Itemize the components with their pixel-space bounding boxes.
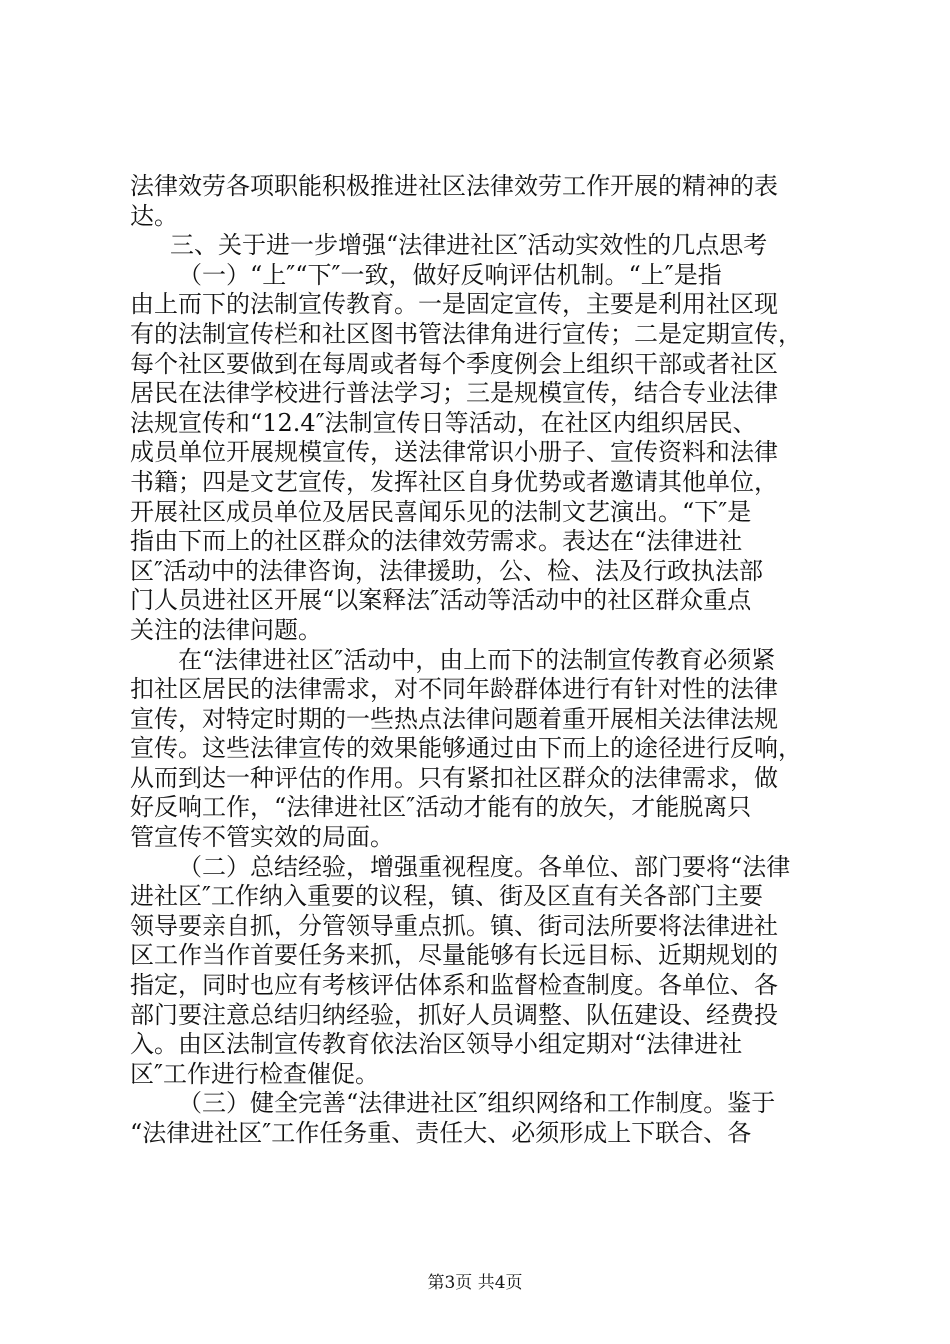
text-line: 部门要注意总结归纳经验，抓好人员调整、队伍建设、经费投	[130, 1000, 778, 1029]
subsection-heading: （一）“上″“下″一致，做好反响评估机制。“上″是指	[178, 260, 722, 289]
text-line: 扣社区居民的法律需求，对不同年龄群体进行有针对性的法律	[130, 675, 778, 704]
text-line: 区″工作进行检查催促。	[130, 1059, 379, 1088]
text-line: 有的法制宣传栏和社区图书管法律角进行宣传；二是定期宣传，	[130, 319, 802, 348]
text-line: 指由下而上的社区群众的法律效劳需求。表达在“法律进社	[130, 527, 743, 556]
text-line: 每个社区要做到在每周或者每个季度例会上组织干部或者社区	[130, 349, 778, 378]
text-line: 入。由区法制宣传教育依法治区领导小组定期对“法律进社	[130, 1030, 743, 1059]
text-line: 居民在法律学校进行普法学习；三是规模宣传，结合专业法律	[130, 379, 778, 408]
text-line: 门人员进社区开展“以案释法″活动等活动中的社区群众重点	[130, 586, 752, 615]
text-line: 管宣传不管实效的局面。	[130, 823, 394, 852]
text-line: 指定，同时也应有考核评估体系和监督检查制度。各单位、各	[130, 971, 778, 1000]
paragraph-start: 在“法律进社区″活动中，由上而下的法制宣传教育必须紧	[178, 645, 776, 674]
text-line: 领导要亲自抓，分管领导重点抓。镇、街司法所要将法律进社	[130, 911, 778, 940]
text-line: 区″活动中的法律咨询，法律援助，公、检、法及行政执法部	[130, 556, 763, 585]
page-number-footer: 第3页 共4页	[427, 1273, 523, 1293]
text-line: 从而到达一种评估的作用。只有紧扣社区群众的法律需求，做	[130, 763, 778, 792]
text-line: 宣传。这些法律宣传的效果能够通过由下而上的途径进行反响，	[130, 734, 802, 763]
text-line: 由上而下的法制宣传教育。一是固定宣传，主要是利用社区现	[130, 290, 778, 319]
text-line: 区工作当作首要任务来抓，尽量能够有长远目标、近期规划的	[130, 941, 778, 970]
text-line: 宣传，对特定时期的一些热点法律问题着重开展相关法律法规	[130, 704, 778, 733]
text-line: 进社区″工作纳入重要的议程，镇、街及区直有关各部门主要	[130, 882, 763, 911]
subsection-heading: （三）健全完善“法律进社区″组织网络和工作制度。鉴于	[178, 1089, 776, 1118]
document-body	[130, 172, 830, 1149]
text-line: 开展社区成员单位及居民喜闻乐见的法制文艺演出。“下″是	[130, 497, 752, 526]
section-heading: 三、关于进一步增强“法律进社区″活动实效性的几点思考	[170, 231, 768, 260]
text-line: 达。	[130, 201, 178, 230]
text-line: 好反响工作，“法律进社区″活动才能有的放矢，才能脱离只	[130, 793, 752, 822]
text-line: 法律效劳各项职能积极推进社区法律效劳工作开展的精神的表	[130, 172, 778, 200]
text-line: “法律进社区″工作任务重、责任大、必须形成上下联合、各	[130, 1119, 752, 1147]
text-line: 书籍；四是文艺宣传，发挥社区自身优势或者邀请其他单位，	[130, 467, 778, 496]
text-line: 法规宣传和“12.4″法制宣传日等活动，在社区内组织居民、	[130, 408, 757, 437]
text-line: 成员单位开展规模宣传，送法律常识小册子、宣传资料和法律	[130, 438, 778, 467]
subsection-heading: （二）总结经验，增强重视程度。各单位、部门要将“法律	[178, 852, 791, 881]
text-line: 关注的法律问题。	[130, 615, 322, 644]
